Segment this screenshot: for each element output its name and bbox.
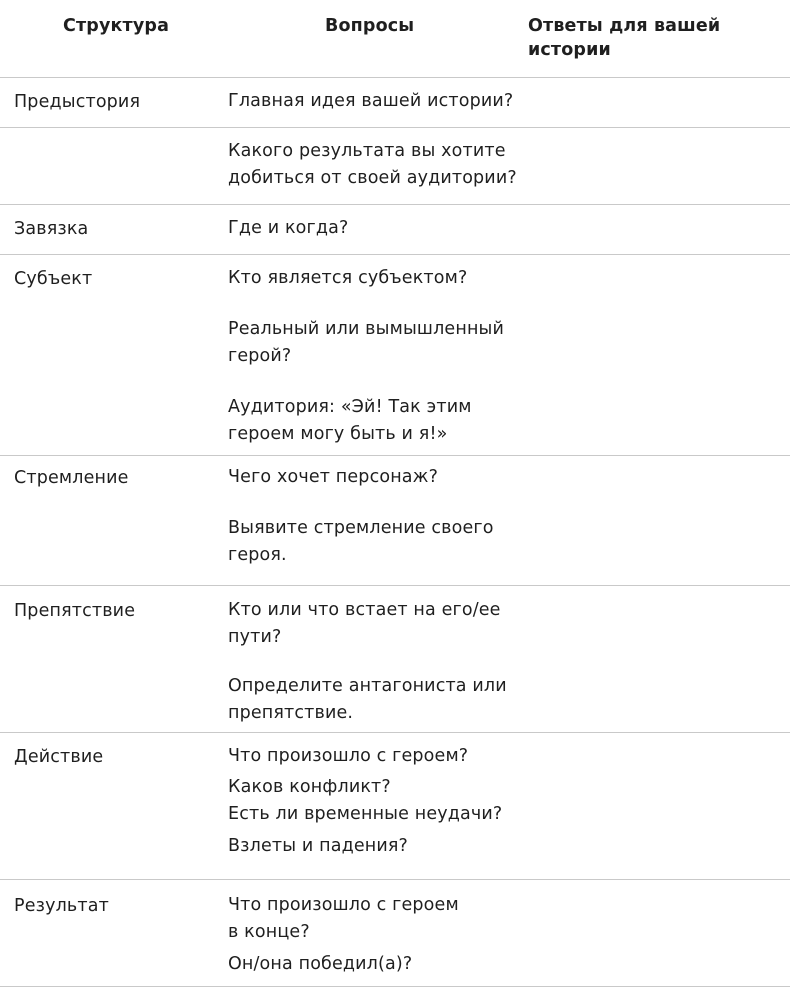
row-label: Предыстория bbox=[14, 92, 141, 112]
row-divider bbox=[0, 254, 790, 255]
question-text: Кто или что встает на его/ее пути? bbox=[228, 600, 501, 647]
question-text: Кто является субъектом? bbox=[228, 268, 468, 288]
question-text: Реальный или вымышленный герой? bbox=[228, 319, 505, 366]
question-text: Выявите стремление своего героя. bbox=[228, 518, 494, 565]
question-text: Определите антагониста или препятствие. bbox=[228, 676, 507, 723]
question-text: Взлеты и падения? bbox=[228, 836, 408, 856]
row-label: Субъект bbox=[14, 269, 93, 289]
row-divider bbox=[0, 204, 790, 205]
question-text: Чего хочет персонаж? bbox=[228, 467, 439, 487]
question-text: Аудитория: «Эй! Так этим героем могу быть и я!» bbox=[228, 397, 472, 444]
column-header-answers: Ответы для вашей истории bbox=[528, 16, 721, 60]
row-divider bbox=[0, 77, 790, 78]
row-divider bbox=[0, 879, 790, 880]
table-header bbox=[0, 14, 790, 60]
row-label: Препятствие bbox=[14, 601, 136, 621]
question-text: Каков конфликт? Есть ли временные неудачи? bbox=[228, 777, 503, 824]
question-text: Где и когда? bbox=[228, 218, 349, 238]
row-label: Стремление bbox=[14, 468, 129, 488]
row-label: Действие bbox=[14, 747, 104, 767]
row-divider bbox=[0, 455, 790, 456]
question-text: Он/она победил(а)? bbox=[228, 954, 413, 974]
question-text: Что произошло с героем? bbox=[228, 746, 469, 766]
column-header-questions: Вопросы bbox=[325, 16, 415, 36]
row-label: Результат bbox=[14, 896, 109, 916]
row-divider bbox=[0, 732, 790, 733]
row-divider bbox=[0, 127, 790, 128]
question-text: Что произошло с героем в конце? bbox=[228, 895, 459, 942]
row-divider bbox=[0, 986, 790, 987]
column-header-structure: Структура bbox=[63, 16, 170, 36]
question-text: Главная идея вашей истории? bbox=[228, 91, 514, 111]
row-divider bbox=[0, 585, 790, 586]
row-label: Завязка bbox=[14, 219, 89, 239]
question-text: Какого результата вы хотите добиться от своей аудитории? bbox=[228, 141, 517, 188]
